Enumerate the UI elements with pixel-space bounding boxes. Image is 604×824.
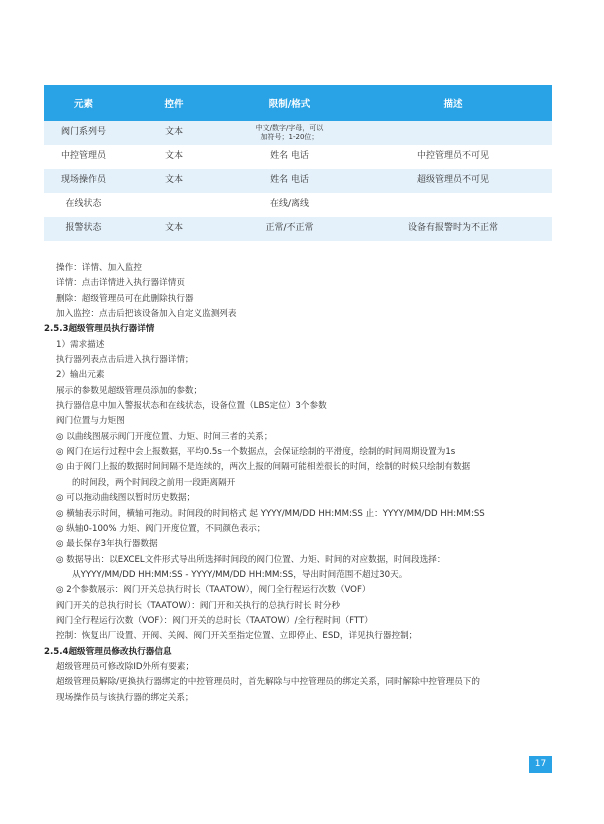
- body-line: 的时间段，两个时间段之前用一段距离隔开: [72, 477, 236, 488]
- document-body: [44, 261, 564, 706]
- header-description: 描述: [354, 85, 552, 121]
- body-line: 阀门开关的总执行时长（TAATOW）：阀门开和关执行的总执行时长 时分秒: [56, 600, 341, 611]
- table-cell: 姓名 电话: [225, 169, 354, 193]
- body-line: ◎ 数据导出：以EXCEL文件形式导出所选择时间段的阀门位置、力矩、时间的对应数据，时间段选择：: [56, 554, 446, 565]
- table-cell: 中控管理员: [44, 145, 123, 169]
- parameter-table: [44, 85, 552, 241]
- header-control: 控件: [123, 85, 225, 121]
- ops-line: 加入监控：点击后把该设备加入自定义监测列表: [56, 309, 237, 320]
- table-row: [44, 121, 552, 145]
- body-line: 现场操作员与该执行器的绑定关系；: [56, 692, 194, 703]
- table-row: [44, 169, 552, 193]
- body-line: ◎ 最长保存3年执行器数据: [56, 539, 158, 550]
- table-cell: 文本: [123, 121, 225, 145]
- body-line: ◎ 2个参数展示：阀门开关总执行时长（TAATOW），阀门全行程运行次数（VOF）: [56, 585, 371, 596]
- section-heading-2-5-4: 2.5.4超级管理员修改执行器信息: [44, 646, 172, 657]
- table-cell: [354, 193, 552, 217]
- table-row: [44, 145, 552, 169]
- header-element: 元素: [44, 85, 123, 121]
- table-cell: 报警状态: [44, 217, 123, 241]
- body-line: ◎ 由于阀门上报的数据时间间隔不是连续的，两次上报的间隔可能相差很长的时间，绘制的时候只绘制有数据: [56, 462, 471, 473]
- body-line: 超级管理员可修改除ID外所有要素；: [56, 661, 195, 672]
- table-cell: 正常/不正常: [225, 217, 354, 241]
- body-line: ◎ 纵轴0-100% 力矩、阀门开度位置，不同颜色表示；: [56, 523, 266, 534]
- table-cell: 在线/离线: [225, 193, 354, 217]
- body-line: 2）输出元素: [56, 370, 105, 381]
- ops-line: 操作：详情、加入监控: [56, 263, 142, 273]
- table-cell: [123, 193, 225, 217]
- table-row: [44, 193, 552, 217]
- table-cell: 超级管理员不可见: [354, 169, 552, 193]
- table-cell: 姓名 电话: [225, 145, 354, 169]
- body-line: 执行器信息中加入警报状态和在线状态，设备位置（LBS定位）3个参数: [56, 401, 327, 412]
- body-line: 从YYYY/MM/DD HH:MM:SS - YYYY/MM/DD HH:MM:SS，导出时间范围不超过30天。: [72, 569, 408, 580]
- header-format: 限制/格式: [225, 85, 354, 121]
- table-row: [44, 217, 552, 241]
- table-cell: 中控管理员不可见: [354, 145, 552, 169]
- body-line: ◎ 横轴表示时间，横轴可拖动。时间段的时间格式 起 YYYY/MM/DD HH:MM:SS 止：YYYY/MM/DD HH:MM:SS: [56, 508, 485, 519]
- body-line: 控制：恢复出厂设置、开阀、关阀、阀门开关至指定位置、立即停止、ESD，详见执行器控制；: [56, 631, 418, 642]
- table-cell: 中文/数字/字母，可以 加符号；1-20位；: [225, 121, 354, 145]
- section-heading-2-5-3: 2.5.3超级管理员执行器详情: [44, 324, 155, 335]
- table-cell: 阀门系列号: [44, 121, 123, 145]
- table-cell: 在线状态: [44, 193, 123, 217]
- table-cell: 文本: [123, 145, 225, 169]
- table-cell: [354, 121, 552, 145]
- body-line: ◎ 以曲线图展示阀门开度位置、力矩、时间三者的关系；: [56, 431, 273, 442]
- body-line: ◎ 可以拖动曲线图以暂时历史数据；: [56, 493, 196, 504]
- table-header-row: [44, 85, 552, 121]
- body-line: 阀门位置与力矩图: [56, 416, 125, 427]
- body-line: 阀门全行程运行次数（VOF）：阀门开关的总时长（TAATOW）/全行程时间（FTT）: [56, 615, 373, 626]
- body-line: 展示的参数见超级管理员添加的参数；: [56, 385, 203, 396]
- body-line: 1）需求描述: [56, 339, 105, 350]
- body-line: 超级管理员解除/更换执行器绑定的中控管理员时，首先解除与中控管理员的绑定关系，同时解除中控管理员下的: [56, 677, 480, 688]
- ops-line: 删除：超级管理员可在此删除执行器: [56, 293, 194, 304]
- body-line: ◎ 阀门在运行过程中会上报数据，平均0.5s一个数据点，会保证绘制的平滑度，绘制的时间周期设置为1s: [56, 447, 456, 458]
- table-cell: 现场操作员: [44, 169, 123, 193]
- ops-line: 详情：点击详情进入执行器详情页: [56, 278, 185, 289]
- table-cell: 文本: [123, 217, 225, 241]
- table-cell: 设备有报警时为不正常: [354, 217, 552, 241]
- body-line: 执行器列表点击后进入执行器详情；: [56, 355, 194, 366]
- page-number-badge: 17: [529, 756, 552, 773]
- table-cell: 文本: [123, 169, 225, 193]
